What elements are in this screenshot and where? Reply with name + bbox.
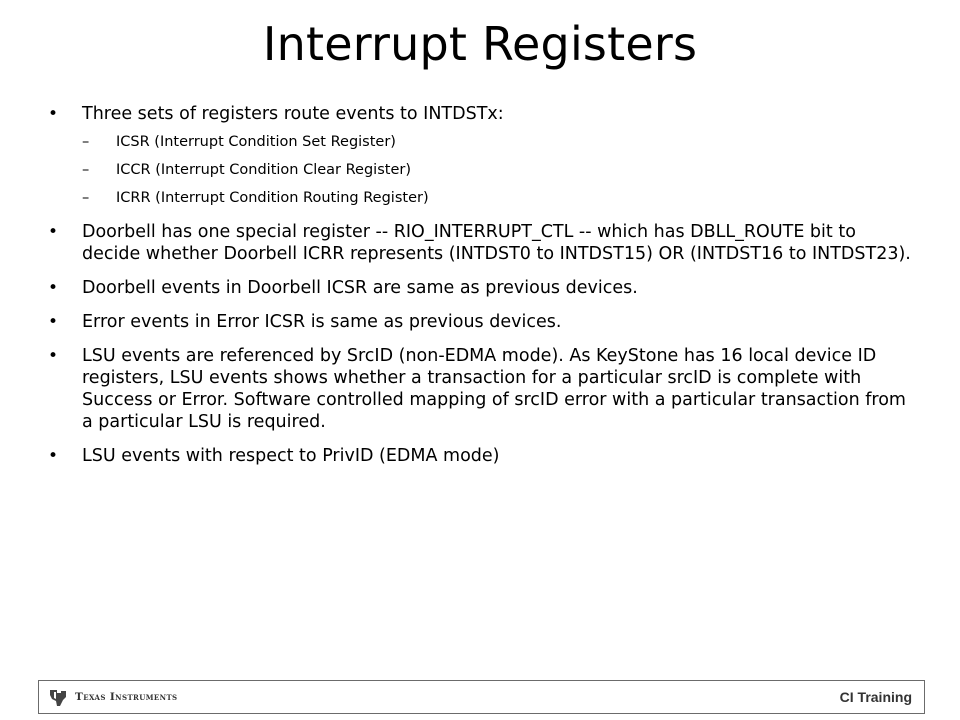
- bullet-text: Three sets of registers route events to INTDSTx:: [82, 104, 504, 124]
- texas-instruments-logo-icon: [47, 688, 69, 708]
- bullet-dot: •: [48, 278, 59, 298]
- sub-bullet-item: [82, 189, 918, 207]
- footer-bar: [38, 680, 925, 714]
- sub-bullet-text: ICSR (Interrupt Condition Set Register): [116, 134, 396, 150]
- bullet-item: [48, 445, 918, 467]
- bullet-item: [48, 221, 918, 265]
- bullet-item: [48, 345, 918, 433]
- bullet-text: Doorbell has one special register -- RIO_INTERRUPT_CTL -- which has DBLL_ROUTE bit to decide whether Doorbell ICRR represents (INTDST0 to INTDST15) OR (INTDST16 to INTDST23).: [82, 222, 911, 264]
- bullet-item: [48, 277, 918, 299]
- bullet-dot: •: [48, 446, 59, 466]
- bullet-text: LSU events are referenced by SrcID (non-EDMA mode). As KeyStone has 16 local device ID registers, LSU events shows whether a transaction for a particular srcID is complete with Success or Error. Software controlled mapping of srcID error with a particular transaction from a particular LSU is required.: [82, 346, 906, 432]
- sub-bullet-item: [82, 133, 918, 151]
- sub-bullet-dash: –: [82, 134, 90, 150]
- bullet-item: [48, 103, 918, 125]
- bullet-dot: •: [48, 346, 59, 366]
- sub-bullet-text: ICCR (Interrupt Condition Clear Register): [116, 162, 411, 178]
- company-name: Texas Instruments: [75, 691, 178, 703]
- sub-bullet-text: ICRR (Interrupt Condition Routing Register): [116, 190, 429, 206]
- slide-content: [48, 103, 918, 479]
- bullet-dot: •: [48, 312, 59, 332]
- bullet-dot: •: [48, 104, 59, 124]
- bullet-dot: •: [48, 222, 59, 242]
- bullet-text: Error events in Error ICSR is same as previous devices.: [82, 312, 562, 332]
- ci-training-label: CI Training: [839, 689, 912, 705]
- slide-title: Interrupt Registers: [262, 17, 698, 71]
- bullet-text: Doorbell events in Doorbell ICSR are same as previous devices.: [82, 278, 638, 298]
- sub-bullet-item: [82, 161, 918, 179]
- sub-bullet-dash: –: [82, 190, 90, 206]
- sub-bullet-dash: –: [82, 162, 90, 178]
- bullet-text: LSU events with respect to PrivID (EDMA mode): [82, 446, 500, 466]
- bullet-item: [48, 311, 918, 333]
